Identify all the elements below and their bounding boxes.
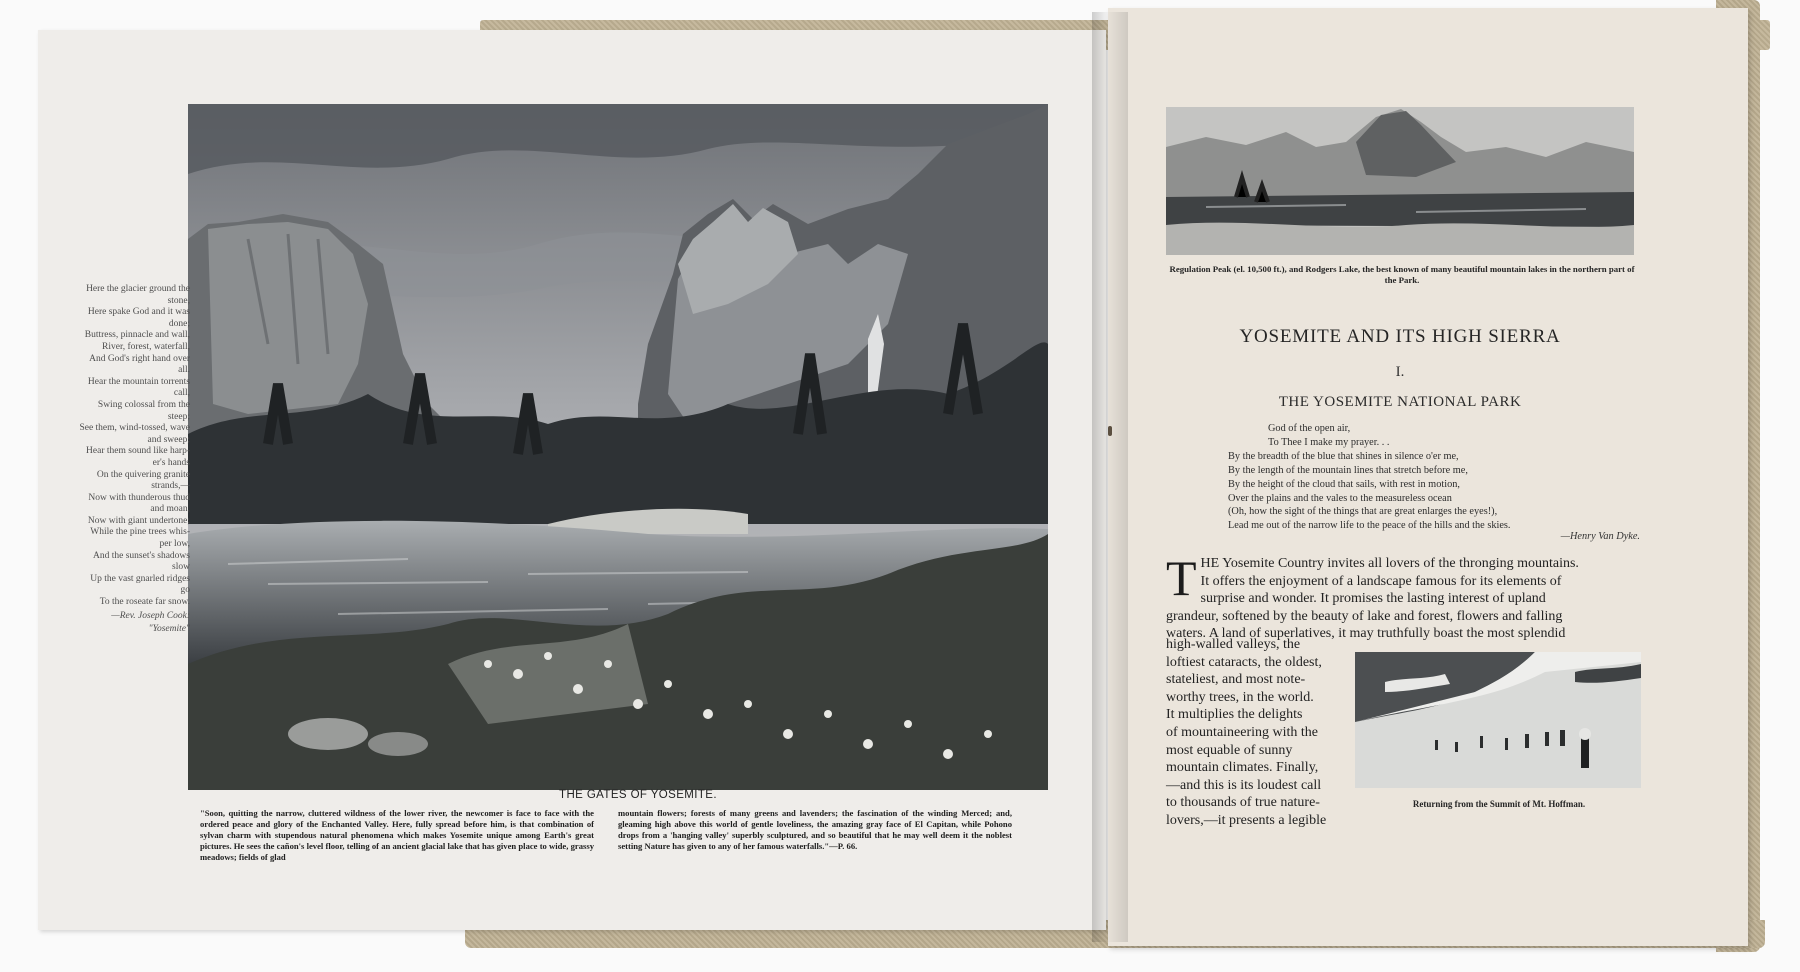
body-line: to thousands of true nature- xyxy=(1166,795,1320,811)
poem-attribution: —Rev. Joseph Cook: xyxy=(111,610,190,621)
body-line: loftiest cataracts, the oldest, xyxy=(1166,654,1322,670)
body-line: —and this is its loudest call xyxy=(1166,777,1322,793)
body-line: worthy trees, in the world. xyxy=(1166,689,1314,705)
poem-line: Hear the mountain torrents xyxy=(87,376,190,387)
gates-of-yosemite-photo xyxy=(188,104,1048,790)
dropcap: T xyxy=(1166,550,1197,606)
poem-line: done; xyxy=(168,318,190,329)
book-gutter xyxy=(1092,12,1128,942)
side-poem xyxy=(50,284,190,636)
verse-line: God of the open air, xyxy=(1268,423,1351,434)
section-title: THE YOSEMITE NATIONAL PARK xyxy=(1278,394,1522,410)
regulation-peak-photo xyxy=(1166,107,1634,255)
chapter-number: I. xyxy=(1395,364,1405,380)
quote-column-right: mountain flowers; forests of many greens and lavenders; the fascination of the winding Merced; and, gleaming high above this world of gentle loveliness, the amazing gray face of El Capitan, while Pohono drops from a 'hanging valley' superbly sculptured, and so beautiful that he may well deem it the noblest setting Nature has given to any of her famous waterfalls."—P. 66. xyxy=(618,808,1012,852)
body-line: of mountaineering with the xyxy=(1166,724,1319,740)
body-paragraph xyxy=(1166,550,1644,643)
poem-line: steep; xyxy=(167,411,190,422)
poem-line: and sweep; xyxy=(147,434,190,445)
mt-hoffman-caption: Returning from the Summit of Mt. Hoffman. xyxy=(1412,799,1586,809)
verse-line: By the height of the cloud that sails, with rest in motion, xyxy=(1228,478,1460,490)
poem-line: River, forest, waterfall, xyxy=(102,341,190,352)
poem-line: go xyxy=(180,585,190,596)
verse-line: By the length of the mountain lines that stretch before me, xyxy=(1228,464,1468,476)
book-title: YOSEMITE AND ITS HIGH SIERRA xyxy=(1239,326,1561,347)
verse-line: Over the plains and the vales to the measureless ocean xyxy=(1228,492,1452,504)
verse-line: Lead me out of the narrow life to the peace of the hills and the skies. xyxy=(1228,520,1511,532)
body-line: high-walled valleys, the xyxy=(1166,637,1301,652)
top-photo-caption: Regulation Peak (el. 10,500 ft.), and Rodgers Lake, the best known of many beautiful mountain lakes in the northern part of the Park. xyxy=(1169,264,1635,285)
verse-line: To Thee I make my prayer. . . xyxy=(1268,436,1390,448)
body-line: lovers,—it presents a legible xyxy=(1166,812,1327,828)
epigraph-verse xyxy=(1228,422,1648,533)
body-line: waters. A land of superlatives, it may truthfully boast the most splendid xyxy=(1166,626,1566,642)
body-line: stateliest, and most note- xyxy=(1166,672,1306,688)
poem-line: er's hands xyxy=(152,457,190,468)
body-line: It offers the enjoyment of a landscape famous for its elements of xyxy=(1200,573,1562,589)
poem-line: all. xyxy=(178,365,190,376)
verse-line: By the breadth of the blue that shines in silence o'er me, xyxy=(1228,450,1459,462)
body-line: mountain climates. Finally, xyxy=(1166,760,1319,776)
poem-line: Hear them sound like harp- xyxy=(86,446,190,457)
body-line: surprise and wonder. It promises the lasting interest of upland xyxy=(1200,591,1546,607)
poem-line: On the quivering granite xyxy=(96,469,190,480)
poem-line: Buttress, pinnacle and wall, xyxy=(84,330,190,341)
poem-line: call, xyxy=(173,388,190,399)
poem-line: And God's right hand over xyxy=(89,353,190,364)
poem-line: Here the glacier ground the xyxy=(86,284,190,294)
poem-line: slow xyxy=(172,562,190,573)
poem-line: and moan, xyxy=(150,504,190,515)
poem-line: Up the vast gnarled ridges xyxy=(90,573,190,584)
poem-line: Here spake God and it was xyxy=(87,307,190,318)
page-mark xyxy=(1108,426,1112,436)
photo-caption: THE GATES OF YOSEMITE. xyxy=(559,789,717,801)
poem-line: And the sunset's shadows xyxy=(93,550,190,561)
poem-line: strands,— xyxy=(151,481,190,492)
poem-line: Now with thunderous thud xyxy=(88,492,190,503)
body-line: It multiplies the delights xyxy=(1166,707,1303,723)
mt-hoffman-photo xyxy=(1355,652,1641,788)
verse-attribution: —Henry Van Dyke. xyxy=(1560,531,1640,542)
poem-attribution-title: "Yosemite" xyxy=(148,624,190,635)
poem-line: While the pine trees whis- xyxy=(90,527,190,538)
verse-line: (Oh, how the sight of the things that are great enlarges the eyes!), xyxy=(1228,506,1498,518)
poem-line: Now with giant undertone; xyxy=(87,515,190,526)
body-line: HE Yosemite Country invites all lovers of the thronging mountains. xyxy=(1200,556,1579,571)
poem-line: Swing colossal from the xyxy=(97,399,190,410)
poem-line: To the roseate far snow. xyxy=(99,597,190,608)
wrapped-text-column xyxy=(1166,636,1341,830)
quote-column-left: "Soon, quitting the narrow, cluttered wildness of the lower river, the newcomer is face to face with the ordered peace and glory of the Enchanted Valley. Here, fully spread before him, is that combination of sylvan charm with stupendous natural phenomena which makes Yosemite unique among Earth's great pictures. He sees the cañon's level floor, telling of an ancient glacial lake that has given place to wide, grassy meadows; fields of glad xyxy=(200,808,594,863)
body-line: grandeur, softened by the beauty of lake and forest, flowers and falling xyxy=(1166,608,1563,624)
poem-line: See them, wind-tossed, wave xyxy=(79,423,190,434)
body-line: most equable of sunny xyxy=(1166,742,1293,758)
poem-line: per low, xyxy=(159,539,190,550)
poem-line: stone, xyxy=(167,295,190,306)
